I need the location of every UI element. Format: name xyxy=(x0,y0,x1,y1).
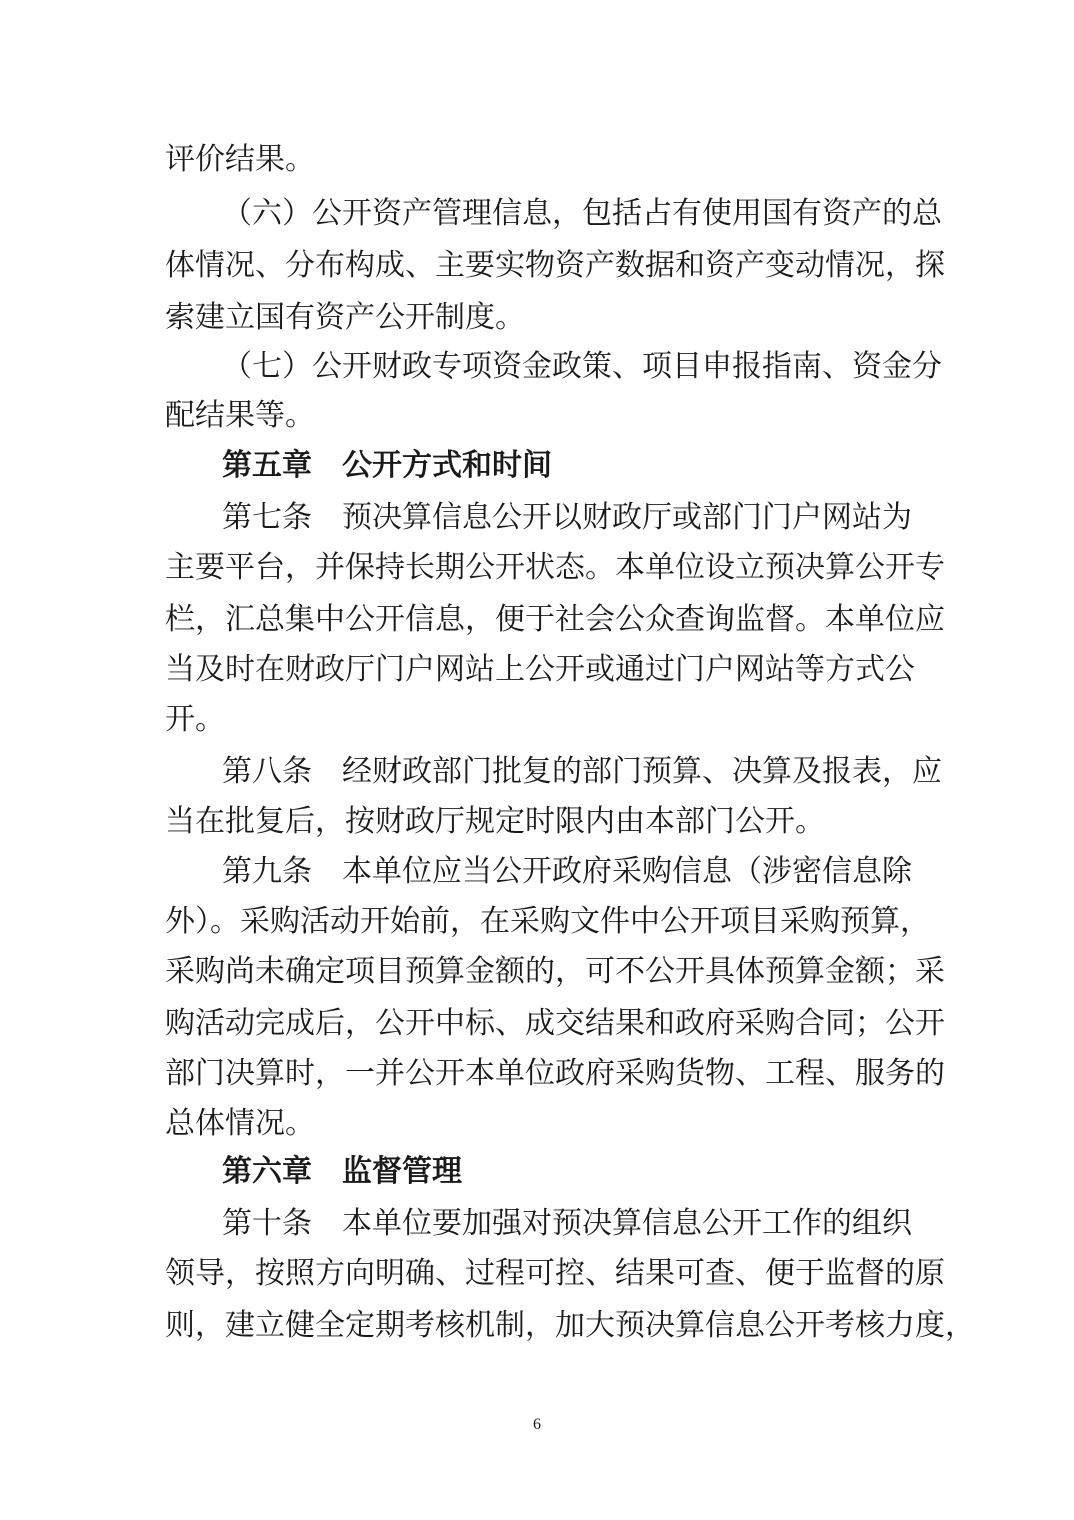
chapter-heading xyxy=(0,1142,1074,1202)
text-line xyxy=(0,236,1074,296)
line-text: （七）公开财政专项资金政策、项目申报指南、资金分 xyxy=(222,349,942,384)
line-text: 当及时在财政厅门户网站上公开或通过门户网站等方式公 xyxy=(165,652,915,687)
line-text: 购活动完成后，公开中标、成交结果和政府采购合同；公开 xyxy=(165,1006,945,1041)
text-line xyxy=(0,942,1074,1002)
line-text: 索建立国有资产公开制度。 xyxy=(165,300,525,335)
line-text: 则，建立健全定期考核机制，加大预决算信息公开考核力度， xyxy=(165,1308,975,1343)
page-number: 6 xyxy=(533,1416,541,1433)
line-text: 体情况、分布构成、主要实物资产数据和资产变动情况，探 xyxy=(165,248,945,283)
line-text: 采购尚未确定项目预算金额的，可不公开具体预算金额；采 xyxy=(165,954,945,989)
line-text: 外）。采购活动开始前，在采购文件中公开项目采购预算， xyxy=(165,904,930,939)
line-text: 领导，按照方向明确、过程可控、结果可查、便于监督的原 xyxy=(165,1256,945,1291)
line-text: （六）公开资产管理信息，包括占有使用国有资产的总 xyxy=(222,196,942,231)
line-text: 评价结果。 xyxy=(165,142,315,177)
line-text: 第七条 预决算信息公开以财政厅或部门门户网站为 xyxy=(222,500,912,535)
line-text: 当在批复后，按财政厅规定时限内由本部门公开。 xyxy=(165,804,825,839)
text-line xyxy=(0,538,1074,598)
line-text: 第九条 本单位应当公开政府采购信息（涉密信息除 xyxy=(222,854,912,889)
line-text: 部门决算时，一并公开本单位政府采购货物、工程、服务的 xyxy=(165,1056,945,1091)
paragraph-line xyxy=(0,184,1074,244)
heading-text: 第五章 公开方式和时间 xyxy=(222,448,552,483)
chapter-heading xyxy=(0,436,1074,496)
line-text: 第八条 经财政部门批复的部门预算、决算及报表，应 xyxy=(222,754,942,789)
line-text: 配结果等。 xyxy=(165,398,315,433)
line-text: 开。 xyxy=(165,702,225,737)
heading-text: 第六章 监督管理 xyxy=(222,1154,462,1189)
line-text: 总体情况。 xyxy=(165,1106,315,1141)
line-text: 主要平台，并保持长期公开状态。本单位设立预决算公开专 xyxy=(165,550,945,585)
text-line xyxy=(0,130,1074,190)
line-text: 第十条 本单位要加强对预决算信息公开工作的组织 xyxy=(222,1206,912,1241)
text-line xyxy=(0,690,1074,750)
text-line xyxy=(0,1244,1074,1304)
text-line xyxy=(0,1296,1074,1356)
line-text: 栏，汇总集中公开信息，便于社会公众查询监督。本单位应 xyxy=(165,602,945,637)
